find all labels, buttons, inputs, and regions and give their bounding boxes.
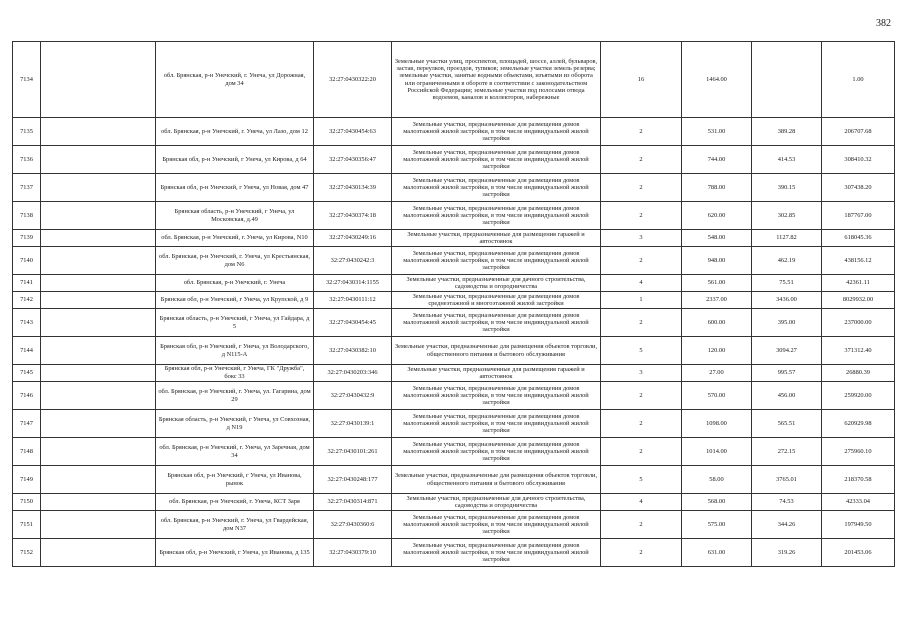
row-number: 7134 — [13, 42, 41, 118]
land-use-cell: Земельные участки, предназначенные для размещения домов малоэтажной жилой застройки, в том числе индивидуальной жилой застройки — [392, 410, 601, 438]
blank-cell — [41, 230, 156, 247]
cadastral-value-cell: 259920.00 — [822, 382, 895, 410]
cadastral-number-cell: 32:27:0430454:63 — [314, 118, 392, 146]
area-cell: 631.00 — [682, 539, 752, 567]
use-code-cell: 2 — [601, 382, 682, 410]
area-cell: 620.00 — [682, 202, 752, 230]
area-cell: 1014.00 — [682, 438, 752, 466]
land-use-cell: Земельные участки, предназначенные для размещения объектов торговли, общественного питания и бытового обслуживания — [392, 337, 601, 365]
cadastral-number-cell: 32:27:0430249:16 — [314, 230, 392, 247]
address-cell: Брянская обл, р-н Унечский, г Унеча, ул Крупской, д 9 — [156, 292, 314, 309]
specific-value-cell: 390.15 — [752, 174, 822, 202]
use-code-cell: 2 — [601, 410, 682, 438]
use-code-cell: 2 — [601, 309, 682, 337]
land-use-cell: Земельные участки, предназначенные для размещения гаражей и автостоянок — [392, 230, 601, 247]
land-use-cell: Земельные участки, предназначенные для дачного строительства, садоводства и огородничества — [392, 494, 601, 511]
area-cell: 27.00 — [682, 365, 752, 382]
use-code-cell: 2 — [601, 146, 682, 174]
specific-value-cell — [752, 42, 822, 118]
cadastral-value-cell: 371312.40 — [822, 337, 895, 365]
land-use-cell: Земельные участки, предназначенные для размещения домов малоэтажной жилой застройки, в том числе индивидуальной жилой застройки — [392, 382, 601, 410]
cadastral-number-cell: 32:27:0430432:9 — [314, 382, 392, 410]
cadastral-value-cell: 275960.10 — [822, 438, 895, 466]
specific-value-cell: 319.26 — [752, 539, 822, 567]
address-cell: Брянская область, р-н Унечский, г Унеча, ул Московская, д.49 — [156, 202, 314, 230]
row-number: 7142 — [13, 292, 41, 309]
blank-cell — [41, 438, 156, 466]
address-cell: Брянская обл, р-н Унечский, г Унеча, ГК "Дружба", бокс 33 — [156, 365, 314, 382]
blank-cell — [41, 539, 156, 567]
use-code-cell: 2 — [601, 202, 682, 230]
area-cell: 58.00 — [682, 466, 752, 494]
address-cell: Брянская обл, р-н Унечский, г Унеча, ул Новая, дом 47 — [156, 174, 314, 202]
blank-cell — [41, 494, 156, 511]
specific-value-cell: 1127.82 — [752, 230, 822, 247]
cadastral-value-cell: 218370.58 — [822, 466, 895, 494]
specific-value-cell: 565.51 — [752, 410, 822, 438]
table-row — [13, 438, 895, 466]
area-cell: 788.00 — [682, 174, 752, 202]
cadastral-number-cell: 32:27:0430454:45 — [314, 309, 392, 337]
use-code-cell: 2 — [601, 174, 682, 202]
land-use-cell: Земельные участки, предназначенные для размещения домов малоэтажной жилой застройки, в том числе индивидуальной жилой застройки — [392, 202, 601, 230]
land-use-cell: Земельные участки, предназначенные для дачного строительства, садоводства и огородничества — [392, 275, 601, 292]
use-code-cell: 4 — [601, 494, 682, 511]
page-number: 382 — [876, 18, 891, 29]
table-row — [13, 309, 895, 337]
table-row — [13, 230, 895, 247]
land-use-cell: Земельные участки, предназначенные для размещения домов малоэтажной жилой застройки, в том числе индивидуальной жилой застройки — [392, 539, 601, 567]
cadastral-value-cell: 197949.50 — [822, 511, 895, 539]
table-body — [13, 42, 895, 567]
cadastral-number-cell: 32:27:0430360:6 — [314, 511, 392, 539]
table-row — [13, 275, 895, 292]
row-number: 7135 — [13, 118, 41, 146]
specific-value-cell: 302.85 — [752, 202, 822, 230]
cadastral-number-cell: 32:27:0430134:39 — [314, 174, 392, 202]
area-cell: 2337.00 — [682, 292, 752, 309]
table-row — [13, 466, 895, 494]
specific-value-cell: 3765.01 — [752, 466, 822, 494]
cadastral-value-cell: 307438.20 — [822, 174, 895, 202]
land-use-cell: Земельные участки, предназначенные для размещения домов малоэтажной жилой застройки, в том числе индивидуальной жилой застройки — [392, 309, 601, 337]
row-number: 7139 — [13, 230, 41, 247]
blank-cell — [41, 202, 156, 230]
address-cell: обл. Брянская, р-н Унечский, г. Унеча, ул Кирова, N10 — [156, 230, 314, 247]
address-cell: Брянская область, р-н Унечский, г Унеча, ул Совхозная, д N19 — [156, 410, 314, 438]
address-cell: обл. Брянская, р-н Унечский, г. Унеча, ул Заречная, дом 34 — [156, 438, 314, 466]
cadastral-value-cell: 8029932.00 — [822, 292, 895, 309]
specific-value-cell: 995.57 — [752, 365, 822, 382]
blank-cell — [41, 174, 156, 202]
use-code-cell: 1 — [601, 292, 682, 309]
row-number: 7150 — [13, 494, 41, 511]
blank-cell — [41, 247, 156, 275]
row-number: 7145 — [13, 365, 41, 382]
cadastral-number-cell: 32:27:0430374:18 — [314, 202, 392, 230]
cadastral-number-cell: 32:27:0430314:1155 — [314, 275, 392, 292]
area-cell: 600.00 — [682, 309, 752, 337]
cadastral-value-cell: 620929.98 — [822, 410, 895, 438]
specific-value-cell: 3436.00 — [752, 292, 822, 309]
address-cell: обл. Брянская, р-н Унечский, г. Унеча — [156, 275, 314, 292]
area-cell: 744.00 — [682, 146, 752, 174]
cadastral-number-cell: 32:27:0430101:261 — [314, 438, 392, 466]
cadastral-value-cell: 237000.00 — [822, 309, 895, 337]
table-row — [13, 247, 895, 275]
blank-cell — [41, 337, 156, 365]
specific-value-cell: 389.28 — [752, 118, 822, 146]
cadastral-number-cell: 32:27:0430248:177 — [314, 466, 392, 494]
row-number: 7140 — [13, 247, 41, 275]
row-number: 7144 — [13, 337, 41, 365]
cadastral-number-cell: 32:27:0430314:871 — [314, 494, 392, 511]
blank-cell — [41, 365, 156, 382]
land-use-cell: Земельные участки улиц, проспектов, площадей, шоссе, аллей, бульваров, застав, переулков, проездов, тупиков; земельные участки земель резерва; земельные участки, занятые водными объектами, изъятыми из оборота или ограниченными в обороте в соответствии с законодательством Российской Федерации; земельные участки под полосами отвода водоемов, каналов и коллекторов, набережные — [392, 42, 601, 118]
specific-value-cell: 272.15 — [752, 438, 822, 466]
use-code-cell: 5 — [601, 337, 682, 365]
area-cell: 120.00 — [682, 337, 752, 365]
cadastral-number-cell: 32:27:0430379:10 — [314, 539, 392, 567]
land-use-cell: Земельные участки, предназначенные для размещения домов малоэтажной жилой застройки, в том числе индивидуальной жилой застройки — [392, 511, 601, 539]
use-code-cell: 2 — [601, 247, 682, 275]
blank-cell — [41, 292, 156, 309]
land-use-cell: Земельные участки, предназначенные для размещения домов малоэтажной жилой застройки, в том числе индивидуальной жилой застройки — [392, 146, 601, 174]
use-code-cell: 2 — [601, 118, 682, 146]
use-code-cell: 3 — [601, 230, 682, 247]
cadastral-value-cell: 201453.06 — [822, 539, 895, 567]
table-row — [13, 410, 895, 438]
table-row — [13, 337, 895, 365]
land-use-cell: Земельные участки, предназначенные для размещения домов малоэтажной жилой застройки, в том числе индивидуальной жилой застройки — [392, 438, 601, 466]
address-cell: обл. Брянская, р-н Унечский, г. Унеча, ул Лазо, дом 12 — [156, 118, 314, 146]
specific-value-cell: 456.00 — [752, 382, 822, 410]
specific-value-cell: 344.26 — [752, 511, 822, 539]
cadastral-number-cell: 32:27:0430322:20 — [314, 42, 392, 118]
address-cell: Брянская область, р-н Унечский, г Унеча, ул Гайдара, д 5 — [156, 309, 314, 337]
land-use-cell: Земельные участки, предназначенные для размещения домов малоэтажной жилой застройки, в том числе индивидуальной жилой застройки — [392, 247, 601, 275]
area-cell: 570.00 — [682, 382, 752, 410]
table-row — [13, 118, 895, 146]
address-cell: обл. Брянская, р-н Унечский, г. Унеча, ул Крестьянская, дом N6 — [156, 247, 314, 275]
blank-cell — [41, 410, 156, 438]
table-row — [13, 511, 895, 539]
area-cell: 1098.00 — [682, 410, 752, 438]
cadastral-number-cell: 32:27:0430242:3 — [314, 247, 392, 275]
use-code-cell: 16 — [601, 42, 682, 118]
row-number: 7138 — [13, 202, 41, 230]
table-row — [13, 42, 895, 118]
table-row — [13, 292, 895, 309]
table-row — [13, 174, 895, 202]
cadastral-number-cell: 32:27:0430203:346 — [314, 365, 392, 382]
cadastral-value-cell: 42361.11 — [822, 275, 895, 292]
row-number: 7148 — [13, 438, 41, 466]
blank-cell — [41, 42, 156, 118]
cadastral-number-cell: 32:27:0430356:47 — [314, 146, 392, 174]
land-use-cell: Земельные участки, предназначенные для размещения домов малоэтажной жилой застройки, в том числе индивидуальной жилой застройки — [392, 118, 601, 146]
cadastral-number-cell: 32:27:0430139:1 — [314, 410, 392, 438]
blank-cell — [41, 275, 156, 292]
land-registry-table — [12, 41, 895, 567]
specific-value-cell: 414.53 — [752, 146, 822, 174]
cadastral-value-cell: 206707.68 — [822, 118, 895, 146]
cadastral-value-cell: 1.00 — [822, 42, 895, 118]
land-use-cell: Земельные участки, предназначенные для размещения домов малоэтажной жилой застройки, в том числе индивидуальной жилой застройки — [392, 174, 601, 202]
area-cell: 948.00 — [682, 247, 752, 275]
address-cell: обл. Брянская, р-н Унечский, г. Унеча, КСТ Заря — [156, 494, 314, 511]
row-number: 7137 — [13, 174, 41, 202]
land-use-cell: Земельные участки, предназначенные для размещения объектов торговли, общественного питания и бытового обслуживания — [392, 466, 601, 494]
address-cell: Брянская обл, р-н Унечский, г Унеча, ул Володарского, д N115-А — [156, 337, 314, 365]
area-cell: 575.00 — [682, 511, 752, 539]
address-cell: Брянская обл, р-н Унечский, г Унеча, ул Иванова, д 135 — [156, 539, 314, 567]
land-use-cell: Земельные участки, предназначенные для размещения гаражей и автостоянок — [392, 365, 601, 382]
specific-value-cell: 462.19 — [752, 247, 822, 275]
cadastral-value-cell: 187767.00 — [822, 202, 895, 230]
specific-value-cell: 3094.27 — [752, 337, 822, 365]
table-row — [13, 146, 895, 174]
use-code-cell: 2 — [601, 511, 682, 539]
cadastral-value-cell: 618045.36 — [822, 230, 895, 247]
blank-cell — [41, 382, 156, 410]
cadastral-value-cell: 42333.04 — [822, 494, 895, 511]
address-cell: обл. Брянская, р-н Унечский, г. Унеча, ул Дорожная, дом 34 — [156, 42, 314, 118]
table-row — [13, 382, 895, 410]
table-row — [13, 539, 895, 567]
specific-value-cell: 74.53 — [752, 494, 822, 511]
row-number: 7143 — [13, 309, 41, 337]
blank-cell — [41, 511, 156, 539]
row-number: 7149 — [13, 466, 41, 494]
address-cell: Брянская обл, р-н Унечский, г Унеча, ул Кирова, д 64 — [156, 146, 314, 174]
row-number: 7136 — [13, 146, 41, 174]
blank-cell — [41, 146, 156, 174]
cadastral-value-cell: 438156.12 — [822, 247, 895, 275]
table-row — [13, 494, 895, 511]
blank-cell — [41, 309, 156, 337]
area-cell: 548.00 — [682, 230, 752, 247]
land-use-cell: Земельные участки, предназначенные для размещения домов среднеэтажной и многоэтажной жилой застройки — [392, 292, 601, 309]
row-number: 7151 — [13, 511, 41, 539]
area-cell: 531.00 — [682, 118, 752, 146]
row-number: 7152 — [13, 539, 41, 567]
use-code-cell: 5 — [601, 466, 682, 494]
cadastral-value-cell: 308410.32 — [822, 146, 895, 174]
address-cell: Брянская обл, р-н Унечский, г Унеча, ул Иванова, рынок — [156, 466, 314, 494]
use-code-cell: 2 — [601, 438, 682, 466]
address-cell: обл. Брянская, р-н Унечский, г. Унеча, ул Гвардейская, дом N37 — [156, 511, 314, 539]
cadastral-number-cell: 32:27:0430382:10 — [314, 337, 392, 365]
area-cell: 568.00 — [682, 494, 752, 511]
specific-value-cell: 395.00 — [752, 309, 822, 337]
area-cell: 561.00 — [682, 275, 752, 292]
table-row — [13, 365, 895, 382]
cadastral-number-cell: 32:27:0430111:12 — [314, 292, 392, 309]
specific-value-cell: 75.51 — [752, 275, 822, 292]
table-row — [13, 202, 895, 230]
address-cell: обл. Брянская, р-н Унечский, г. Унеча, ул. Гагарина, дом 29 — [156, 382, 314, 410]
blank-cell — [41, 118, 156, 146]
use-code-cell: 3 — [601, 365, 682, 382]
use-code-cell: 4 — [601, 275, 682, 292]
row-number: 7147 — [13, 410, 41, 438]
use-code-cell: 2 — [601, 539, 682, 567]
blank-cell — [41, 466, 156, 494]
area-cell: 1464.00 — [682, 42, 752, 118]
row-number: 7141 — [13, 275, 41, 292]
cadastral-value-cell: 26880.39 — [822, 365, 895, 382]
row-number: 7146 — [13, 382, 41, 410]
